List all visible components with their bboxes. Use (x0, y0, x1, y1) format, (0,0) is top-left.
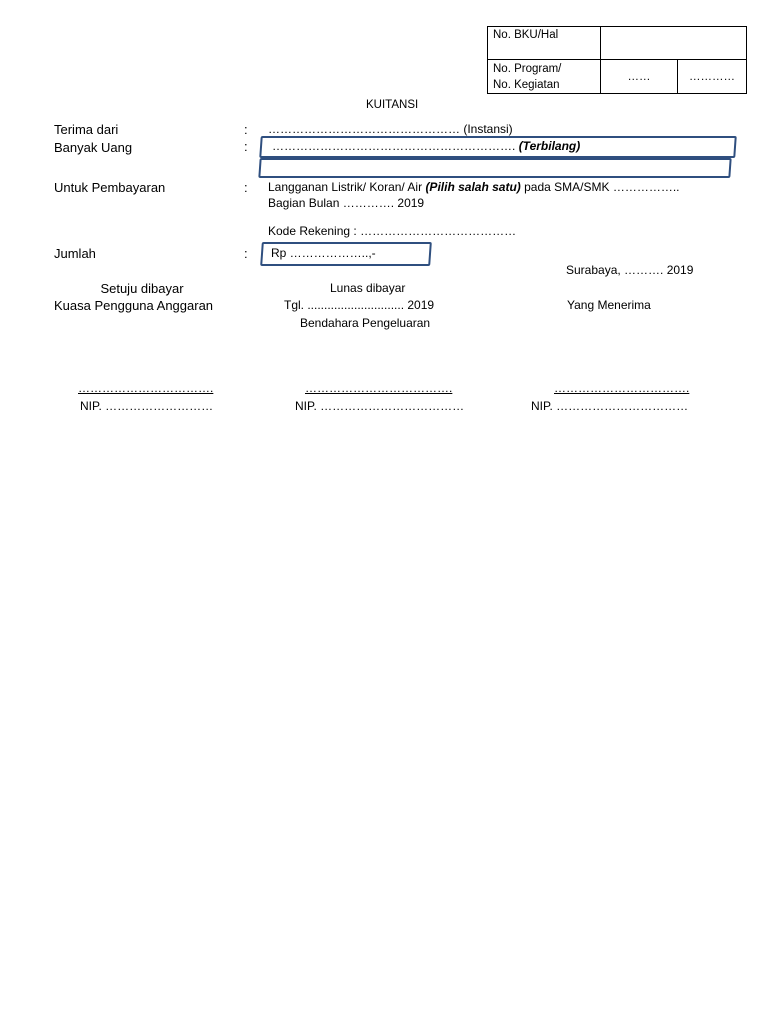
banyak-uang-box-line2 (258, 158, 731, 178)
mid-signature-name: ………………………………. (305, 381, 453, 395)
pilih-salah-satu-note: (Pilih salah satu) (425, 180, 521, 194)
terima-dari-label: Terima dari (54, 122, 119, 137)
jumlah-value: Rp ………………..,- (271, 246, 376, 260)
right-nip: NIP. …………………………… (531, 399, 689, 413)
document-title: KUITANSI (366, 99, 419, 111)
reference-table (487, 26, 747, 94)
pada-sekolah-text: pada SMA/SMK …………….. (520, 180, 680, 194)
lunas-dibayar: Lunas dibayar (330, 281, 406, 295)
banyak-uang-label: Banyak Uang (54, 140, 133, 155)
left-signature-name: ……………………………. (78, 381, 214, 395)
setuju-dibayar: Setuju dibayar (100, 281, 184, 296)
bku-value (601, 27, 747, 60)
colon: : (244, 180, 248, 195)
colon: : (244, 139, 248, 154)
langganan-text: Langganan Listrik/ Koran/ Air (268, 180, 426, 194)
terima-dari-value: ………………………………………… (Instansi) (268, 122, 513, 136)
program-label (488, 60, 601, 94)
bagian-bulan-text: Bagian Bulan …………. 2019 (268, 196, 425, 210)
mid-nip: NIP. ……………………………… (295, 399, 465, 413)
terbilang-note: (Terbilang) (518, 139, 581, 153)
bendahara-pengeluaran: Bendahara Pengeluaran (300, 316, 431, 330)
tanggal-lunas: Tgl. ............................. 2019 (284, 298, 435, 312)
right-signature-name: ……………………………. (554, 381, 690, 395)
left-nip: NIP. ……………………… (80, 399, 214, 413)
yang-menerima: Yang Menerima (567, 298, 651, 312)
program-label-line2: No. Kegiatan (493, 79, 560, 91)
untuk-pembayaran-label: Untuk Pembayaran (54, 180, 166, 195)
bku-label: No. BKU/Hal (488, 27, 601, 60)
kuasa-pengguna-anggaran: Kuasa Pengguna Anggaran (54, 298, 214, 313)
colon: : (244, 246, 248, 261)
kode-rekening-text: Kode Rekening : ………………………………… (268, 224, 517, 238)
untuk-pembayaran-line1 (268, 180, 680, 194)
program-value: …… (601, 60, 678, 94)
banyak-uang-dots: ……………………………………………………. (272, 139, 516, 153)
jumlah-label: Jumlah (54, 246, 96, 261)
program-label-line1: No. Program/ (493, 63, 562, 75)
kegiatan-value: ………… (678, 60, 747, 94)
colon: : (244, 122, 248, 137)
banyak-uang-value (272, 139, 580, 153)
place-date: Surabaya, ………. 2019 (566, 263, 694, 277)
